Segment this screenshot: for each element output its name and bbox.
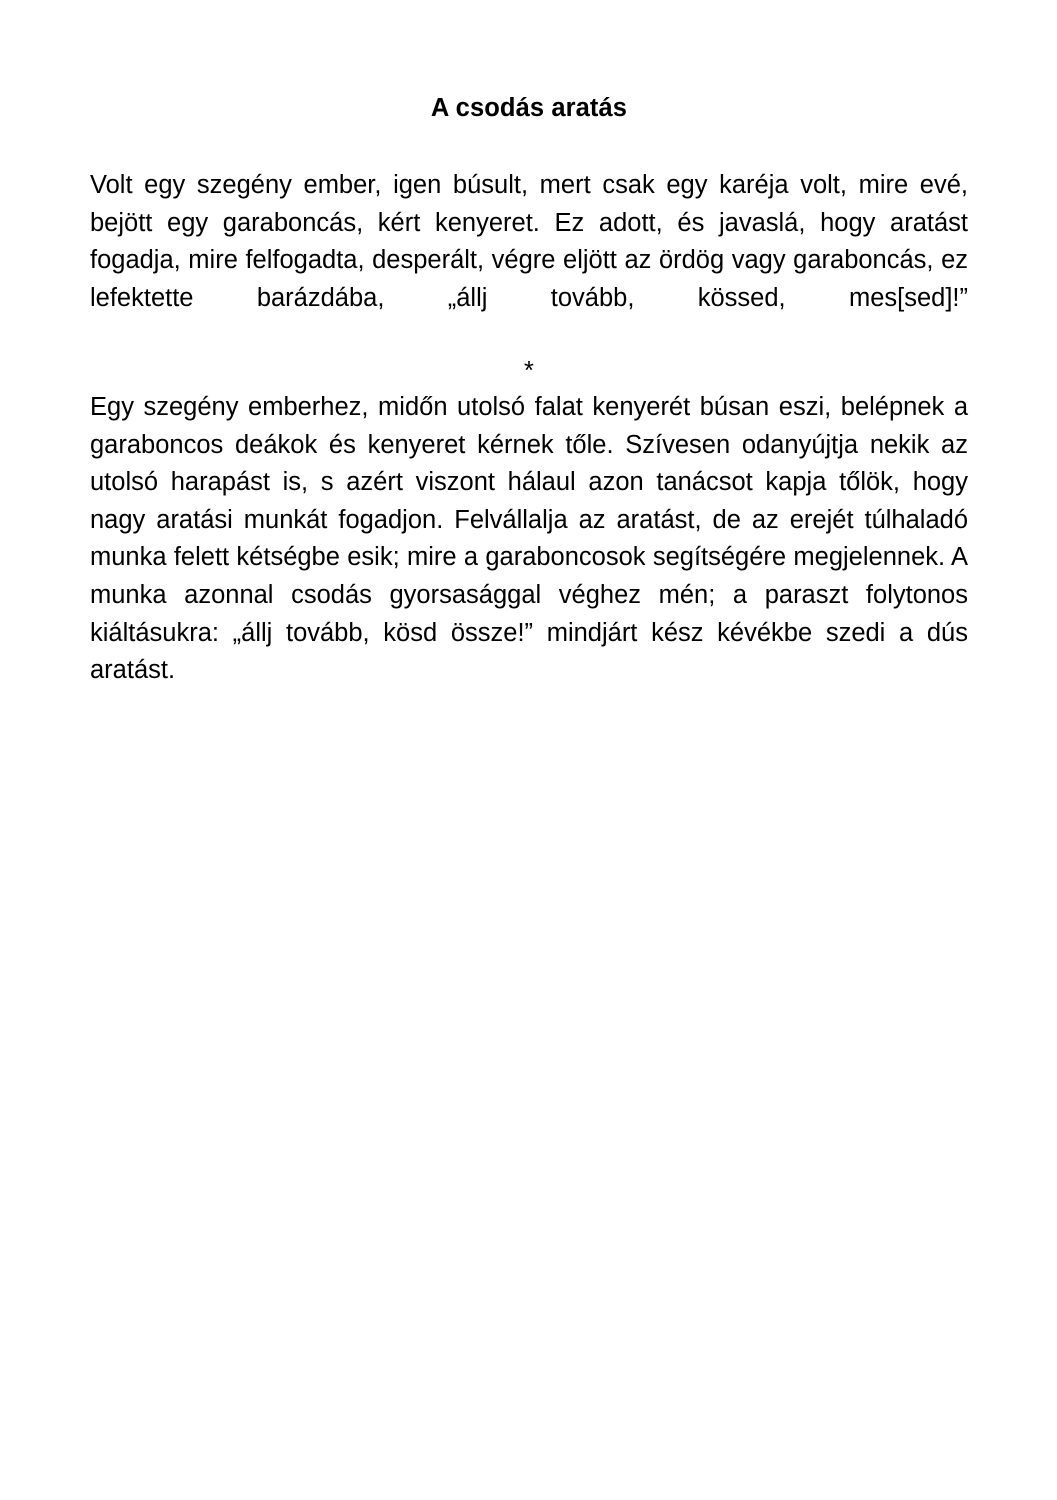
- page-title: A csodás aratás: [430, 94, 628, 122]
- paragraph-1: Volt egy szegény ember, igen búsult, mert csak egy karéja volt, mire evé, bejött egy garaboncás, kért kenyeret. Ez adott, és javaslá, hogy aratást fogadja, mire felfogadta, desperált, végre eljött az ördög vagy garaboncás, ez lefektette barázdába, „állj tovább, kössed, mes[sed]!”: [90, 171, 968, 312]
- text-column: [90, 0, 968, 727]
- paragraph-2: Egy szegény emberhez, midőn utolsó falat kenyerét búsan eszi, belépnek a garaboncos deákok és kenyeret kérnek tőle. Szívesen odanyújtja nekik az utolsó harapást is, s azért viszont hálaul azon tanácsot kapja tőlök, hogy nagy aratási munkát fogadjon. Felvállalja az aratást, de az erejét túlhaladó munka felett kétségbe esik; mire a garaboncosok segítségére megjelennek. A munka azonnal csodás gyorsasággal véghez mén; a paraszt folytonos kiáltásukra: „állj tovább, kösd össze!” mindjárt kész kévékbe szedi a dús aratást.: [90, 393, 968, 685]
- section-separator-asterisk: *: [524, 357, 534, 386]
